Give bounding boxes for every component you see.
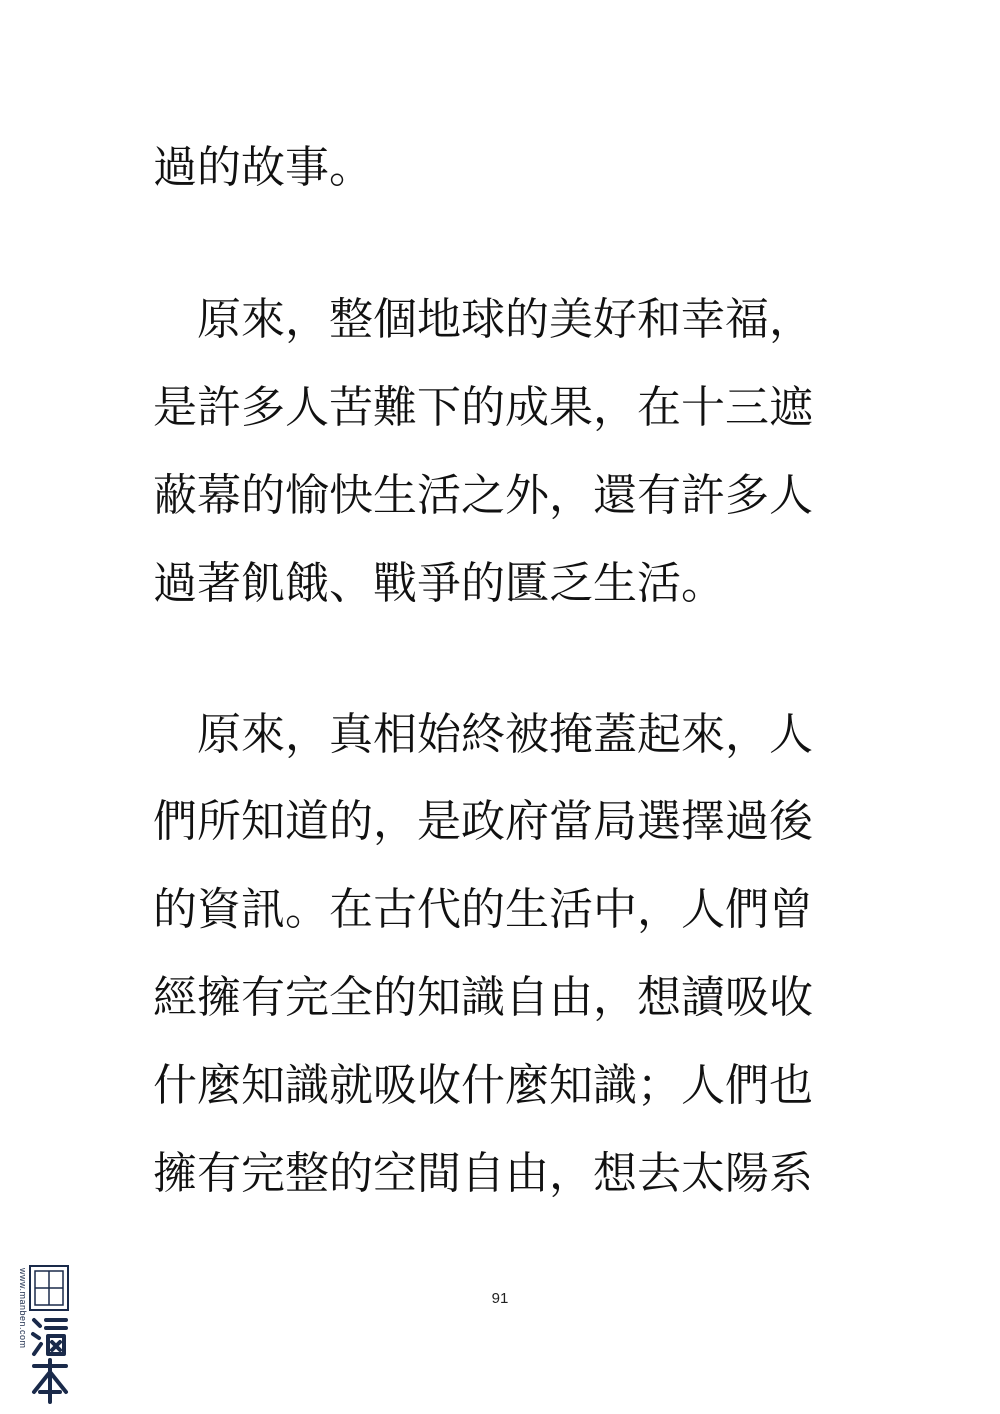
text-line: 什麼知識就吸收什麼知識；人們也 [153, 1060, 813, 1111]
text-line: 過著飢餓、戰爭的匱乏生活。 [153, 558, 725, 609]
page-number: 91 [491, 1290, 509, 1307]
text-line: 是許多人苦難下的成果，在十三遮 [153, 382, 813, 433]
text-line: 蔽幕的愉快生活之外，還有許多人 [153, 470, 813, 521]
watermark-logo [8, 1262, 72, 1408]
text-line: 擁有完整的空間自由，想去太陽系 [153, 1148, 813, 1199]
text-line: 原來，整個地球的美好和幸福， [153, 294, 813, 345]
text-line: 經擁有完全的知識自由，想讀吸收 [153, 972, 813, 1023]
text-line: 的資訊。在古代的生活中，人們曾 [153, 884, 813, 935]
text-line: 過的故事。 [153, 142, 373, 193]
text-line: 們所知道的，是政府當局選擇過後 [153, 796, 813, 847]
svg-text:www.manben.com: www.manben.com [18, 1268, 28, 1349]
text-line: 原來，真相始終被掩蓋起來，人 [153, 709, 813, 760]
